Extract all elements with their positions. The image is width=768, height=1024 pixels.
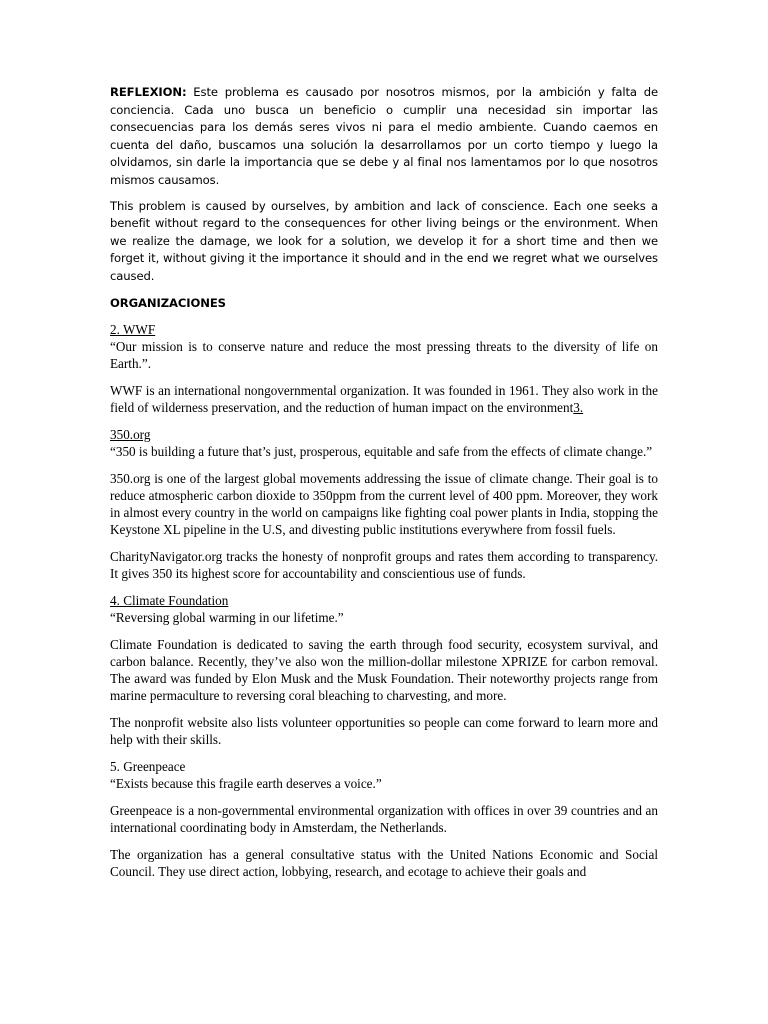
reflexion-paragraph — [110, 84, 658, 190]
climate-foundation-volunteer: The nonprofit website also lists volunteer opportunities so people can come forward to learn more and help with their skills. — [110, 715, 658, 748]
org350-title: 350.org — [110, 427, 151, 443]
reflexion-label: REFLEXION: — [110, 85, 187, 99]
wwf-next-number: 3. — [573, 400, 584, 416]
greenpeace-status: The organization has a general consultative status with the United Nations Economic and Social Council. They use direct action, lobbying, research, and ecotage to achieve their goals and — [110, 847, 658, 880]
climate-foundation-block — [110, 592, 658, 626]
document-page — [110, 84, 658, 880]
wwf-quote: “Our mission is to conserve nature and reduce the most pressing threats to the diversity of life on Earth.”. — [110, 339, 658, 372]
reflexion-text: Este problema es causado por nosotros mismos, por la ambición y falta de conciencia. Cada uno busca un beneficio o cumplir una necesidad sin importar las consecuencias para los demás seres vivos ni para el medio ambiente. Cuando caemos en cuenta del daño, buscamos una solución la desarrollamos por un corto tiempo y luego la olvidamos, sin darle la importancia que se debe y al final nos lamentamos por lo que nosotros mismos causamos. — [110, 85, 658, 187]
translation-paragraph: This problem is caused by ourselves, by ambition and lack of conscience. Each one seeks a benefit without regard to the consequences for other living beings or the environment. When we realize the damage, we look for a solution, we develop it for a short time and then we forget it, without giving it the importance it should and in the end we regret what we ourselves caused. — [110, 198, 658, 283]
greenpeace-title: 5. Greenpeace — [110, 759, 186, 775]
wwf-description: WWF is an international nongovernmental organization. It was founded in 1961. They also work in the field of wilderness preservation, and the reduction of human impact on the environment — [110, 383, 658, 416]
wwf-title: 2. WWF — [110, 322, 156, 338]
greenpeace-block — [110, 758, 658, 792]
climate-foundation-quote: “Reversing global warming in our lifetime.” — [110, 610, 344, 626]
climate-foundation-description: Climate Foundation is dedicated to saving the earth through food security, ecosystem survival, and carbon balance. Recently, they’ve also won the million-dollar milestone XPRIZE for carbon removal. The award was funded by Elon Musk and the Musk Foundation. Their noteworthy projects range from marine permaculture to reversing coral bleaching to charvesting, and more. — [110, 637, 658, 704]
wwf-description-paragraph — [110, 382, 658, 416]
org350-description: 350.org is one of the largest global movements addressing the issue of climate change. Their goal is to reduce atmospheric carbon dioxide to 350ppm from the current level of 400 ppm. Moreover, they work in almost every country in the world on campaigns like fighting coal power plants in India, stopping the Keystone XL pipeline in the U.S, and divesting public institutions everywhere from fossil fuels. — [110, 471, 658, 538]
organizations-heading: ORGANIZACIONES — [110, 295, 226, 310]
wwf-block — [110, 321, 658, 372]
climate-foundation-title: 4. Climate Foundation — [110, 593, 229, 609]
org350-block — [110, 426, 658, 460]
org350-quote: “350 is building a future that’s just, prosperous, equitable and safe from the effects of climate change.” — [110, 444, 653, 460]
org350-rating: CharityNavigator.org tracks the honesty of nonprofit groups and rates them according to transparency. It gives 350 its highest score for accountability and conscientious use of funds. — [110, 549, 658, 582]
greenpeace-quote: “Exists because this fragile earth deserves a voice.” — [110, 776, 382, 792]
greenpeace-description: Greenpeace is a non-governmental environmental organization with offices in over 39 countries and an international coordinating body in Amsterdam, the Netherlands. — [110, 803, 658, 836]
